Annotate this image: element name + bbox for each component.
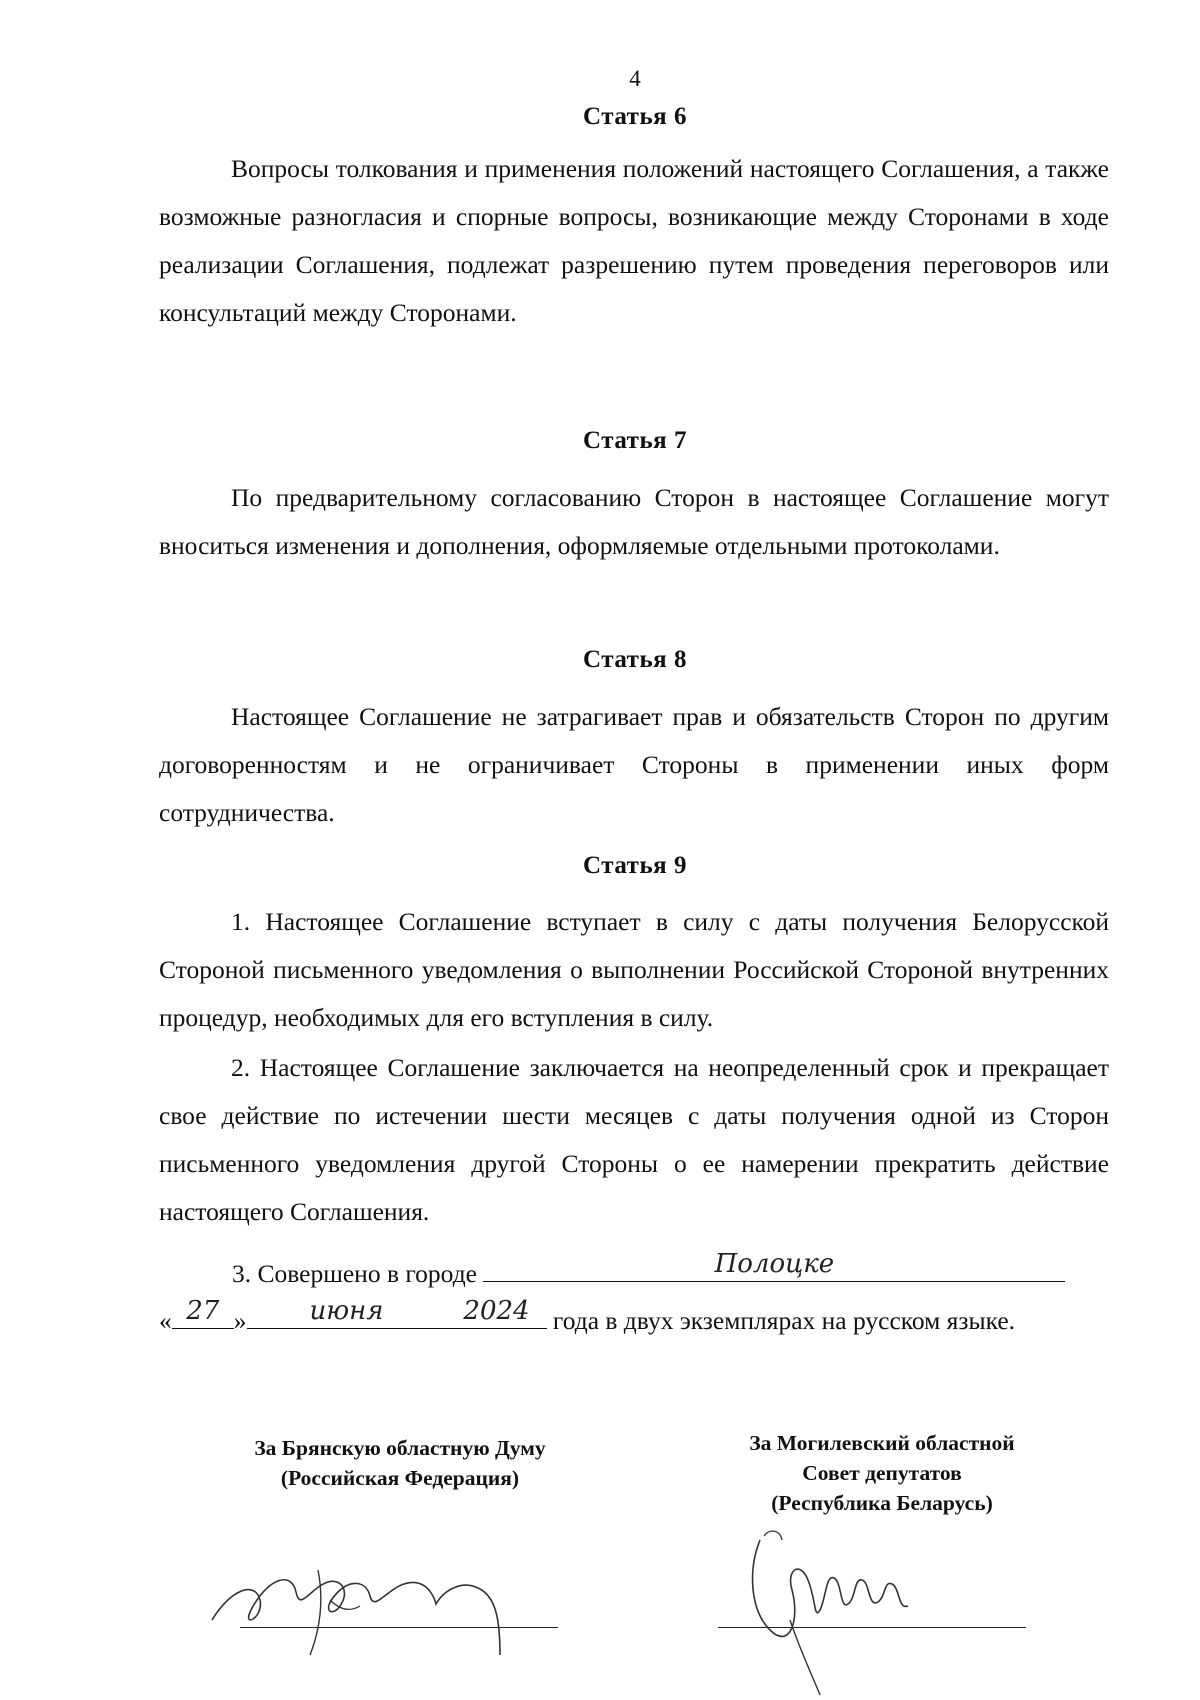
month-handwritten: июня <box>309 1296 384 1326</box>
signatory-right-line1: За Могилевский областной <box>749 1431 1015 1455</box>
article-9-clause-2: 2. Настоящее Соглашение заключается на неопределенный срок и прекращает свое действие по истечении шести месяцев с даты получения одной из Сторон письменного уведомления другой Стороны о ее намерении прекратить действие настоящего Соглашения. <box>159 1053 1109 1226</box>
place-blank <box>483 1249 1065 1282</box>
close-quote: » <box>233 1306 247 1335</box>
article-6-text: Вопросы толкования и применения положений настоящего Соглашения, а также возможные разногласия и спорные вопросы, возникающие между Сторонами в ходе реализации Соглашения, подлежат разрешению путем проведения переговоров или консультаций между Сторонами. <box>159 154 1109 327</box>
article-9-heading: Статья 9 <box>583 852 687 879</box>
day-handwritten: 27 <box>186 1296 220 1326</box>
article-6-heading: Статья 6 <box>583 103 687 130</box>
signatory-left-line1: За Брянскую областную Думу <box>254 1436 546 1460</box>
article-8-text: Настоящее Соглашение не затрагивает прав и обязательств Сторон по другим договоренностям и не ограничивает Стороны в применении иных форм сотрудничества. <box>159 702 1109 827</box>
signatory-right-line3: (Республика Беларусь) <box>771 1491 993 1515</box>
execution-place-line <box>232 1249 1102 1289</box>
article-9-clause-1: 1. Настоящее Соглашение вступает в силу с даты получения Белорусской Стороной письменного уведомления о выполнении Российской Стороной внутренних процедур, необходимых для его вступления в силу. <box>159 907 1109 1032</box>
year-handwritten: 2024 <box>463 1296 530 1326</box>
execution-suffix: года в двух экземплярах на русском языке. <box>552 1306 1016 1335</box>
signatory-left-line2: (Российская Федерация) <box>280 1466 520 1490</box>
place-handwritten: Полоцке <box>714 1249 835 1279</box>
signatory-right-line2: Совет депутатов <box>802 1461 962 1485</box>
signature-left-icon <box>200 1480 540 1670</box>
year-blank <box>447 1296 547 1329</box>
execution-date-line <box>159 1296 1029 1336</box>
execution-place-prefix: 3. Совершено в городе <box>232 1259 477 1288</box>
article-8-heading: Статья 8 <box>583 646 687 673</box>
open-quote: « <box>159 1306 172 1335</box>
page-number: 4 <box>629 66 641 91</box>
day-blank <box>172 1296 234 1329</box>
article-7-text: По предварительному согласованию Сторон в настоящее Соглашение могут вноситься изменения и дополнения, оформляемые отдельными протоколами. <box>159 483 1109 560</box>
month-blank <box>247 1296 447 1329</box>
signature-right-icon <box>730 1470 970 1700</box>
article-7-heading: Статья 7 <box>583 427 687 454</box>
